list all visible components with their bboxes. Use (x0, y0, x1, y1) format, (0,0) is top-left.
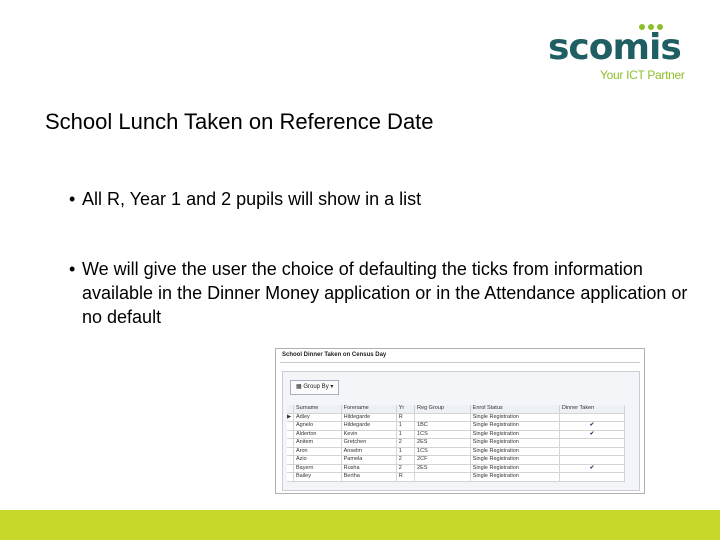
dinner-taken-checkbox[interactable]: ✔ (559, 422, 624, 431)
column-header[interactable]: Forename (341, 405, 396, 413)
footer-bar (0, 510, 720, 540)
dinner-taken-checkbox[interactable] (559, 413, 624, 422)
reg-group-cell (415, 413, 471, 422)
column-header[interactable]: Dinner Taken (559, 405, 624, 413)
group-by-button[interactable] (290, 380, 339, 395)
table-row[interactable] (287, 456, 625, 465)
enrol-status-cell: Single Registration (470, 447, 559, 456)
surname-cell: Bayern (294, 464, 342, 473)
surname-cell: Adley (294, 413, 342, 422)
forename-cell: Pamela (341, 456, 396, 465)
year-cell: R (396, 473, 414, 482)
reg-group-cell (415, 473, 471, 482)
bullet-item (69, 257, 692, 329)
year-cell: 2 (396, 456, 414, 465)
bullet-dot: • (69, 259, 76, 279)
chevron-down-icon: ▾ (330, 384, 334, 390)
surname-cell: Alderton (294, 430, 342, 439)
table-row[interactable] (287, 413, 625, 422)
reg-group-cell: 2CF (415, 456, 471, 465)
group-by-label: Group By (303, 384, 329, 390)
slide-title: School Lunch Taken on Reference Date (45, 109, 434, 134)
column-header[interactable]: Yr (396, 405, 414, 413)
grid-header-row (287, 405, 625, 413)
year-cell: 2 (396, 439, 414, 448)
table-row[interactable] (287, 473, 625, 482)
column-header[interactable]: Surname (294, 405, 342, 413)
year-cell: R (396, 413, 414, 422)
table-row[interactable] (287, 447, 625, 456)
enrol-status-cell: Single Registration (470, 422, 559, 431)
forename-cell: Hildegarde (341, 413, 396, 422)
reg-group-cell: 2ES (415, 464, 471, 473)
enrol-status-cell: Single Registration (470, 464, 559, 473)
forename-cell: Gretchen (341, 439, 396, 448)
logo-wordmark: scomis (548, 27, 681, 68)
bullet-dot: • (69, 189, 76, 209)
surname-cell: Azio (294, 456, 342, 465)
forename-cell: Bertha (341, 473, 396, 482)
bullet-text: All R, Year 1 and 2 pupils will show in a list (82, 189, 422, 209)
enrol-status-cell: Single Registration (470, 430, 559, 439)
dinner-taken-checkbox[interactable]: ✔ (559, 430, 624, 439)
surname-cell: Agnelo (294, 422, 342, 431)
forename-cell: Hildegarde (341, 422, 396, 431)
surname-cell: Bailey (294, 473, 342, 482)
dinner-taken-checkbox[interactable] (559, 456, 624, 465)
dinner-taken-checkbox[interactable] (559, 439, 624, 448)
group-by-icon: ▦ (296, 384, 302, 390)
enrol-status-cell: Single Registration (470, 413, 559, 422)
embedded-screenshot (275, 348, 645, 494)
surname-cell: Anitem (294, 439, 342, 448)
reg-group-cell: 1CS (415, 430, 471, 439)
forename-cell: Anselm (341, 447, 396, 456)
enrol-status-cell: Single Registration (470, 439, 559, 448)
column-header[interactable]: Enrol Status (470, 405, 559, 413)
logo-tagline: Your ICT Partner (600, 68, 685, 82)
year-cell: 2 (396, 464, 414, 473)
reg-group-cell: 1BC (415, 422, 471, 431)
enrol-status-cell: Single Registration (470, 456, 559, 465)
bullet-text: We will give the user the choice of defaulting the ticks from information available in the Dinner Money application or in the Attendance application or no default (82, 259, 688, 327)
scomis-logo (548, 20, 698, 84)
dinner-taken-checkbox[interactable] (559, 473, 624, 482)
table-row[interactable] (287, 430, 625, 439)
surname-cell: Aron (294, 447, 342, 456)
forename-cell: Kevin (341, 430, 396, 439)
forename-cell: Rusha (341, 464, 396, 473)
window-title: School Dinner Taken on Census Day (282, 352, 387, 358)
column-header[interactable]: Reg Group (415, 405, 471, 413)
reg-group-cell: 2ES (415, 439, 471, 448)
grid-panel (282, 371, 640, 491)
reg-group-cell: 1CS (415, 447, 471, 456)
title-divider (280, 362, 640, 363)
enrol-status-cell: Single Registration (470, 473, 559, 482)
dinner-taken-checkbox[interactable] (559, 447, 624, 456)
bullet-item (69, 187, 682, 211)
pupil-grid (287, 405, 625, 482)
current-row-marker: ▶ (287, 413, 294, 422)
dinner-taken-checkbox[interactable]: ✔ (559, 464, 624, 473)
year-cell: 1 (396, 422, 414, 431)
table-row[interactable] (287, 464, 625, 473)
table-row[interactable] (287, 422, 625, 431)
table-row[interactable] (287, 439, 625, 448)
year-cell: 1 (396, 430, 414, 439)
year-cell: 1 (396, 447, 414, 456)
